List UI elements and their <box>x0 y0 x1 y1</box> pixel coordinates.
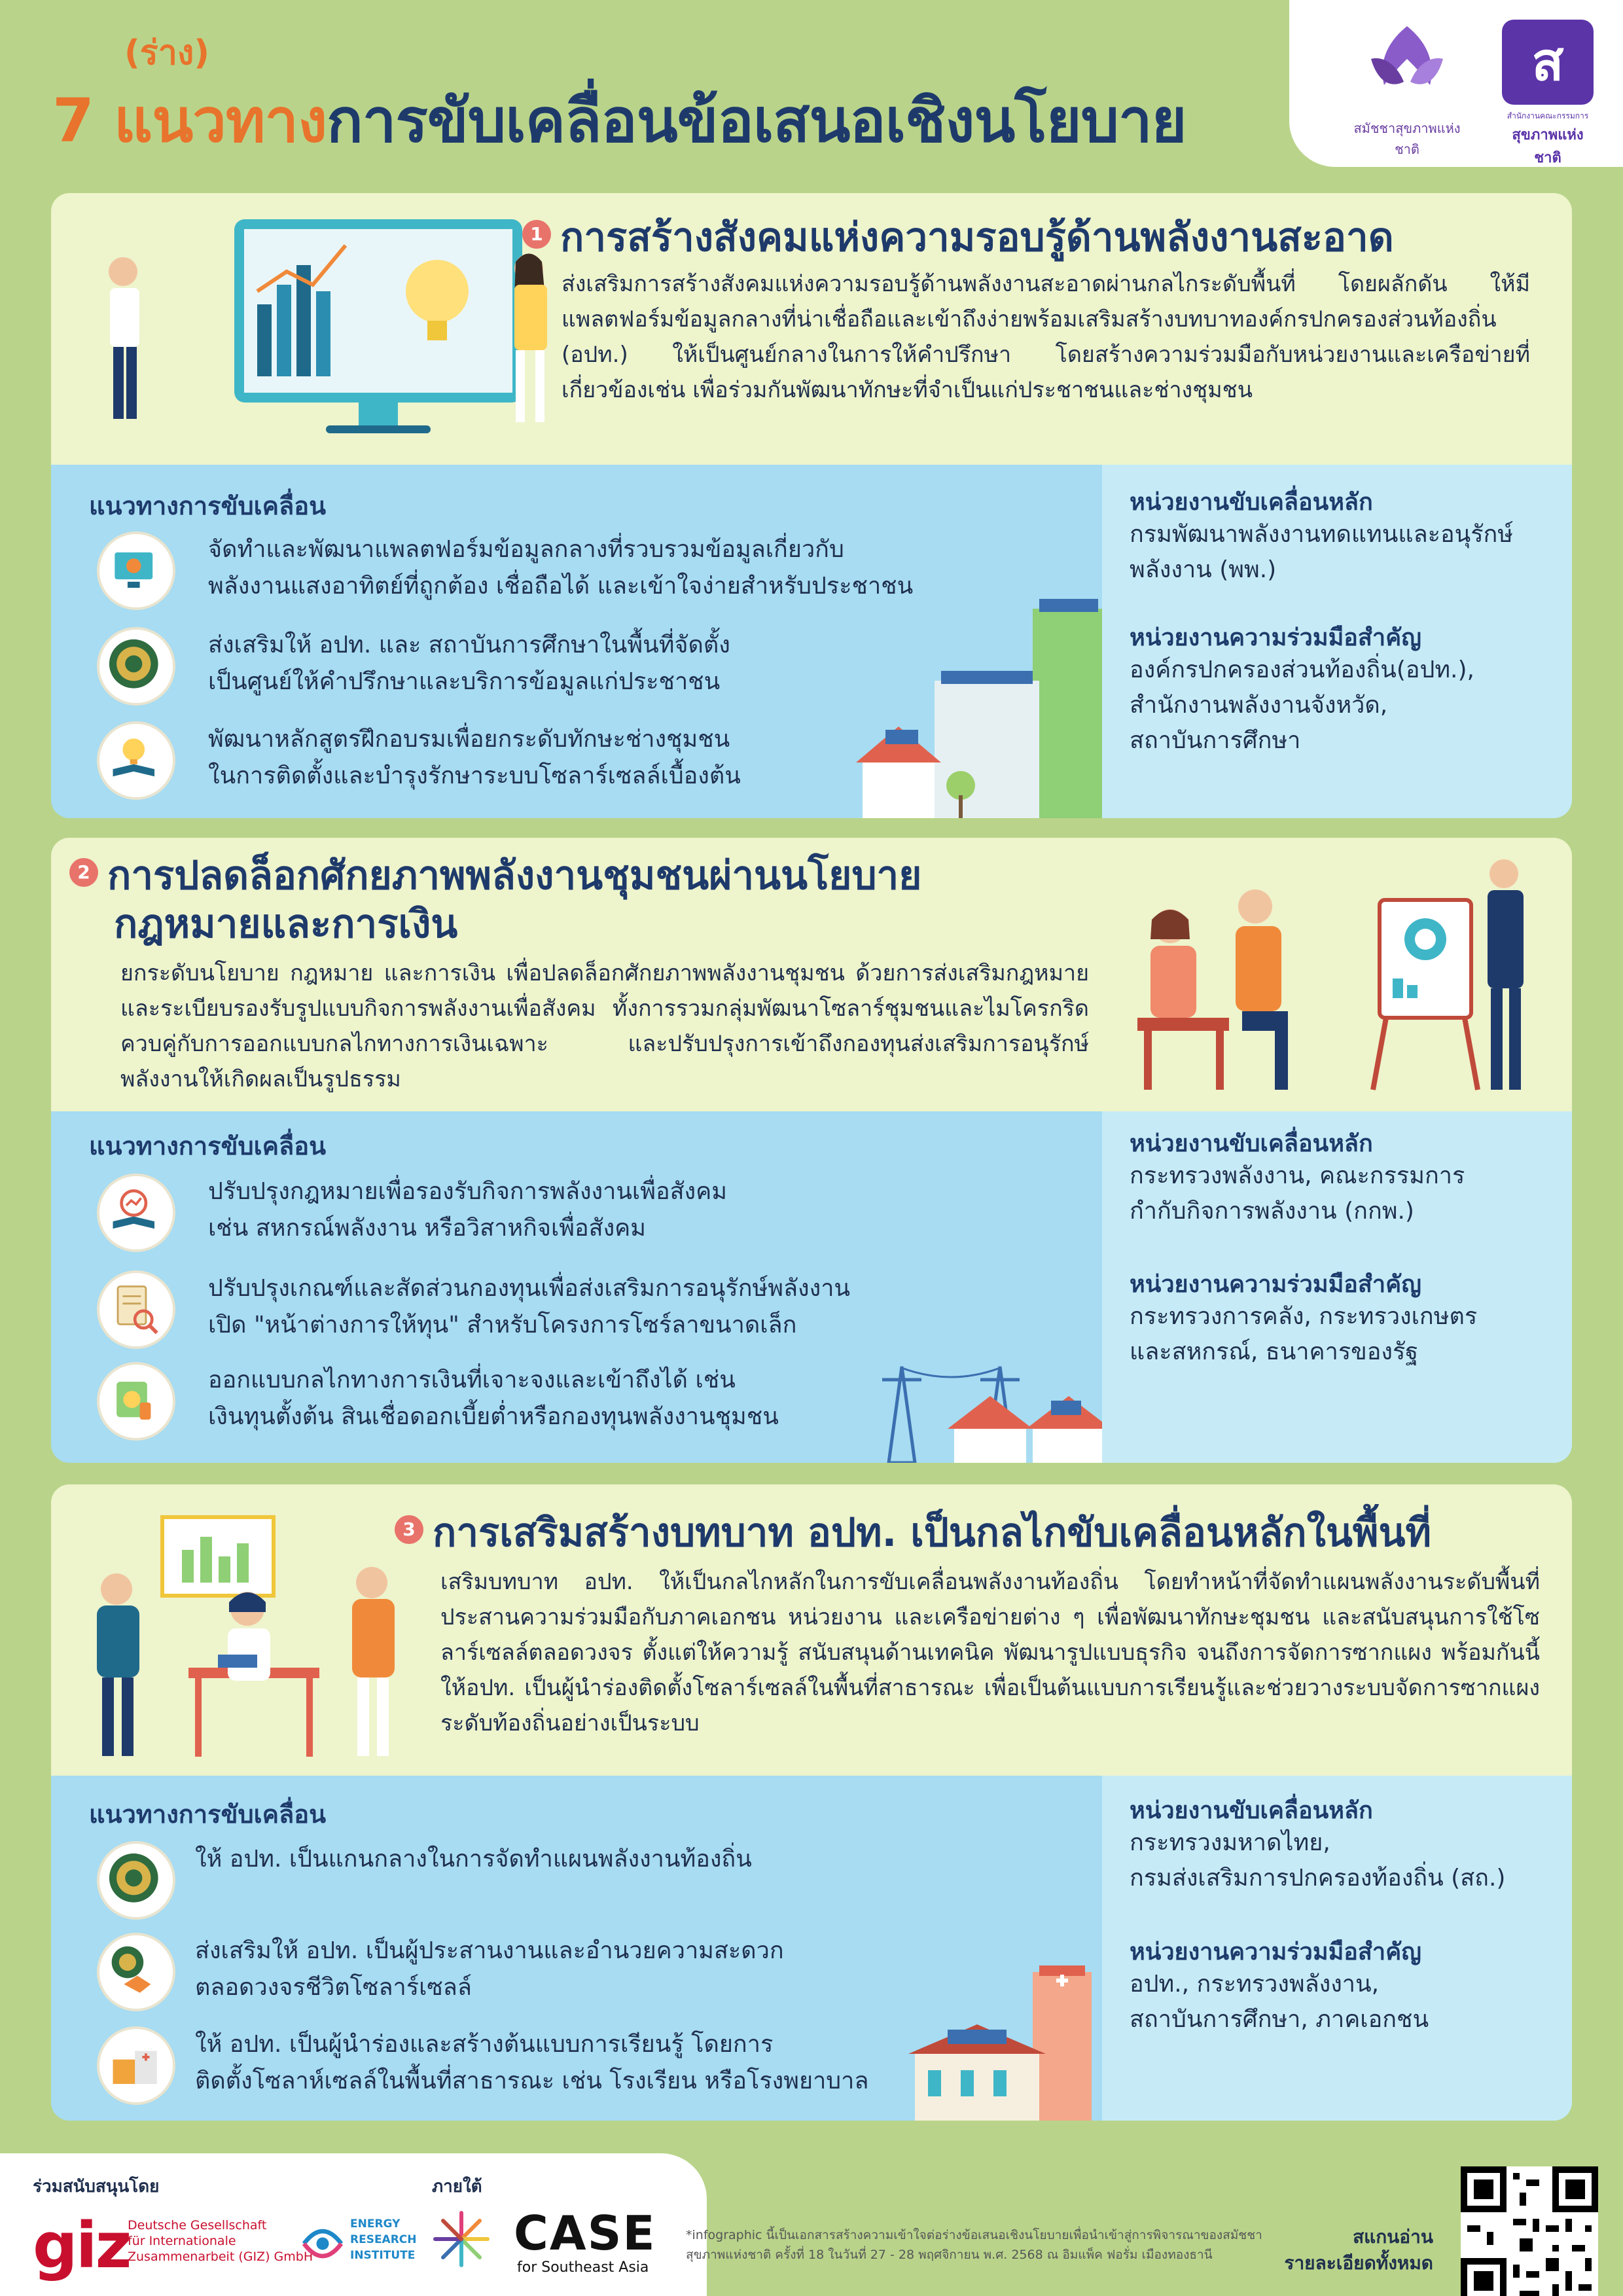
footnote: *infographic นี้เป็นเอกสารสร้างความเข้าใจต่อร่างข้อเสนอเชิงนโยบายเพื่อนำเข้าสู่การพิจารณาของสมัชชาสุขภาพแห่งชาติ ครั้งที่ 18 ในวันที่ 27 - 28 พฤศจิกายน พ.ศ. 2568 ณ อิมแพ็ค ฟอรั่ม เมืองทองธานี <box>686 2228 1262 2262</box>
case-burst-icon <box>432 2210 491 2269</box>
law-book-icon <box>97 1174 175 1252</box>
logo-box <box>1289 0 1623 167</box>
section-1-title <box>522 214 1394 261</box>
energy-research-institute-logo <box>298 2212 422 2284</box>
section-2-guide-heading: แนวทางการขับเคลื่อน <box>89 1132 327 1160</box>
title-rest: การขับเคลื่อนข้อเสนอเชิงนโยบาย <box>327 86 1186 156</box>
section-1-title-text: การสร้างสังคมแห่งความรอบรู้ด้านพลังงานสะอาด <box>560 215 1394 260</box>
section-3 <box>51 1484 1572 2121</box>
training-book-icon <box>97 721 175 800</box>
section-2-title <box>69 852 921 899</box>
hospital-school-icon <box>97 2026 175 2105</box>
local-team-illustration-icon <box>77 1504 444 1766</box>
section-3-main-agency: กระทรวงมหาดไทย, กรมส่งเสริมการปกครองท้องถิ่น (สถ.) <box>1130 1829 1506 1892</box>
section-1 <box>51 193 1572 818</box>
footer <box>0 2153 1623 2296</box>
hands-logo-icon <box>1364 20 1450 105</box>
section-2 <box>51 838 1572 1463</box>
section-3-guide-2-text: ส่งเสริมให้ อปท. เป็นผู้ประสานงานและอำนวยความสะดวก ตลอดวงจรชีวิตโซลาร์เซลล์ <box>195 1937 784 2001</box>
section-1-guide-2-text: ส่งเสริมให้ อปท. และ สถาบันการศึกษาในพื้นที่จัดตั้ง เป็นศูนย์ให้คำปรึกษาและบริการข้อมูลแก่ประชาชน <box>208 632 730 695</box>
case-subtitle: for Southeast Asia <box>517 2259 649 2276</box>
presentation-illustration-icon <box>97 206 555 448</box>
national-health-assembly-logo <box>1342 20 1472 157</box>
giz-logo: giz <box>33 2209 130 2282</box>
logo2-small-text: สำนักงานคณะกรรมการ <box>1507 111 1589 120</box>
logo2-text: สุขภาพแห่งชาติ <box>1512 127 1584 166</box>
handshake-seal-icon <box>97 1933 175 2011</box>
case-logo-text: CASE <box>514 2206 656 2261</box>
nhco-mark-icon: ส <box>1502 20 1594 105</box>
section-2-guide-1-text: ปรับปรุงกฎหมายเพื่อรองรับกิจการพลังงานเพื่อสังคม เช่น สหกรณ์พลังงาน หรือวิสาหกิจเพื่อสังคม <box>208 1178 727 1242</box>
section-1-main-agency-heading: หน่วยงานขับเคลื่อนหลัก <box>1130 489 1373 516</box>
section-3-partner-heading: หน่วยงานความร่วมมือสำคัญ <box>1130 1939 1421 1965</box>
eri-name: ENERGY RESEARCH INSTITUTE <box>350 2217 417 2262</box>
section-1-partner-heading: หน่วยงานความร่วมมือสำคัญ <box>1130 624 1421 651</box>
section-3-number: 3 <box>395 1515 423 1544</box>
section-1-number: 1 <box>522 220 551 249</box>
section-3-title <box>395 1509 1431 1556</box>
section-2-partner-heading: หน่วยงานความร่วมมือสำคัญ <box>1130 1271 1421 1298</box>
qr-code-icon[interactable] <box>1461 2166 1598 2296</box>
section-2-guides-panel <box>51 1111 1572 1463</box>
section-3-guides-panel <box>51 1776 1572 2121</box>
title-number: 7 <box>52 86 94 156</box>
section-2-title-line-2: กฎหมายและการเงิน <box>114 901 458 947</box>
local-government-seal-icon <box>97 627 175 706</box>
section-1-guide-3-text: พัฒนาหลักสูตรฝึกอบรมเพื่อยกระดับทักษะช่างชุมชน ในการติดตั้งและบำรุงรักษาระบบโซลาร์เซลล์เบื้องต้น <box>208 726 741 789</box>
title-accent: แนวทาง <box>114 86 327 156</box>
section-2-title-line-1: การปลดล็อกศักยภาพพลังงานชุมชนผ่านนโยบาย <box>107 853 922 899</box>
section-2-partner-agency: กระทรวงการคลัง, กระทรวงเกษตร และสหกรณ์, ธนาคารของรัฐ <box>1130 1303 1478 1365</box>
section-3-guide-3-text: ให้ อปท. เป็นผู้นำร่องและสร้างต้นแบบการเรียนรู้ โดยการ ติดตั้งโซลาห์เซลล์ในพื้นที่สาธารณะ เช่น โรงเรียน หรือโรงพยาบาล <box>195 2031 869 2094</box>
section-2-main-agency: กระทรวงพลังงาน, คณะกรรมการ กำกับกิจการพลังงาน (กกพ.) <box>1130 1162 1465 1225</box>
section-2-guide-3-text: ออกแบบกลไกทางการเงินที่เจาะจงและเข้าถึงได้ เช่น เงินทุนตั้งต้น สินเชื่อดอกเบี้ยต่ำหรือกองทุนพลังงานชุมชน <box>208 1367 779 1430</box>
section-2-main-agency-heading: หน่วยงานขับเคลื่อนหลัก <box>1130 1130 1373 1157</box>
section-3-partner-agency: อปท., กระทรวงพลังงาน, สถาบันการศึกษา, ภาคเอกชน <box>1130 1971 1429 2033</box>
section-1-main-agency: กรมพัฒนาพลังงานทดแทนและอนุรักษ์ พลังงาน (พพ.) <box>1130 521 1514 583</box>
section-3-guide-1-text: ให้ อปท. เป็นแกนกลางในการจัดทำแผนพลังงานท้องถิ่น <box>195 1846 752 1873</box>
local-government-seal-icon <box>97 1841 175 1920</box>
section-2-description: ยกระดับนโยบาย กฎหมาย และการเงิน เพื่อปลดล็อกศักยภาพพลังงานชุมชน ด้วยการส่งเสริมกฎหมายและระเบียบรองรับรูปแบบกิจการพลังงานเพื่อสังคม ทั้งการรวมกลุ่มพัฒนาโซลาร์ชุมชนและไมโครกริด ควบคู่กับการออกแบบกลไกทางการเงินเฉพาะ และปรับปรุงการเข้าถึงกองทุนส่งเสริมการอนุรักษ์พลังงานให้เกิดผลเป็นรูปธรรม <box>120 960 1089 1092</box>
finance-coin-icon <box>97 1362 175 1441</box>
scan-label: สแกนอ่าน รายละเอียดทั้งหมด <box>1284 2226 1433 2274</box>
page-title <box>52 72 1186 168</box>
support-label: ร่วมสนับสนุนโดย <box>33 2177 160 2197</box>
section-1-guide-1-text: จัดทำและพัฒนาแพลตฟอร์มข้อมูลกลางที่รวบรวมข้อมูลเกี่ยวกับ พลังงานแสงอาทิตย์ที่ถูกต้อง เชื่อถือได้ และเข้าใจง่ายสำหรับประชาชน <box>208 536 914 600</box>
section-3-description: เสริมบทบาท อปท. ให้เป็นกลไกหลักในการขับเคลื่อนพลังงานท้องถิ่น โดยทำหน้าที่จัดทำแผนพลังงานระดับพื้นที่ ประสานความร่วมมือกับภาคเอกชน หน่วยงาน และเครือข่ายต่าง ๆ เพื่อพัฒนาทักษะชุมชน และสนับสนุนการใช้โซลาร์เซลล์ตลอดวงจร ตั้งแต่ให้ความรู้ สนับสนุนด้านเทคนิค พัฒนารูปแบบธุรกิจ จนถึงการจัดการซากแผง พร้อมกันนี้ ให้อปท. เป็นผู้นำร่องติดตั้งโซลาร์เซลล์ในพื้นที่สาธารณะ เพื่อเป็นต้นแบบการเรียนรู้และช่วยวางระบบจัดการซากแผงระดับท้องถิ่นอย่างเป็นระบบ <box>440 1569 1540 1736</box>
section-2-guide-2-text: ปรับปรุงเกณฑ์และสัดส่วนกองทุนเพื่อส่งเสริมการอนุรักษ์พลังงาน เปิด "หน้าต่างการให้ทุน" สำหรับโครงการโซร์ลาขนาดเล็ก <box>208 1275 851 1338</box>
section-3-intro <box>51 1484 1572 1776</box>
section-1-guides-panel <box>51 465 1572 818</box>
document-search-icon <box>97 1270 175 1349</box>
section-2-agencies <box>1102 1111 1572 1463</box>
section-2-number: 2 <box>69 858 98 887</box>
platform-monitor-icon <box>97 531 175 610</box>
section-1-agencies <box>1102 465 1572 818</box>
section-3-agencies <box>1102 1776 1572 2121</box>
under-label: ภายใต้ <box>432 2177 482 2197</box>
giz-name: Deutsche Gesellschaft für Internationale Zusammenarbeit (GIZ) GmbH <box>128 2218 313 2264</box>
section-3-title-text: การเสริมสร้างบทบาท อปท. เป็นกลไกขับเคลื่อนหลักในพื้นที่ <box>433 1510 1432 1556</box>
public-building-solar-icon <box>908 1965 1105 2121</box>
nhco-logo <box>1499 20 1597 166</box>
sponsor-panel <box>0 2153 707 2296</box>
header <box>0 0 1623 190</box>
section-3-guide-heading: แนวทางการขับเคลื่อน <box>89 1800 327 1829</box>
section-1-guide-heading: แนวทางการขับเคลื่อน <box>89 492 327 520</box>
eri-mark-icon <box>298 2212 348 2275</box>
section-3-main-agency-heading: หน่วยงานขับเคลื่อนหลัก <box>1130 1797 1373 1824</box>
meeting-illustration-icon <box>1124 854 1543 1103</box>
logo1-text: สมัชชาสุขภาพแห่งชาติ <box>1353 120 1461 157</box>
section-1-intro <box>51 193 1572 465</box>
section-1-description: ส่งเสริมการสร้างสังคมแห่งความรอบรู้ด้านพลังงานสะอาดผ่านกลไกระดับพื้นที่ โดยผลักดัน ให้มีแพลตฟอร์มข้อมูลกลางที่น่าเชื่อถือและเข้าถึงง่ายพร้อมเสริมสร้างบทบาทองค์กรปกครองส่วนท้องถิ่น (อปท.) ให้เป็นศูนย์กลางในการให้คำปรึกษา โดยสร้างความร่วมมือกับหน่วยงานและเครือข่ายที่เกี่ยวข้องเช่น เพื่อร่วมกันพัฒนาทักษะที่จำเป็นแก่ประชาชนและช่างชุมชน <box>562 271 1530 403</box>
draft-label: (ร่าง) <box>124 33 210 73</box>
power-tower-houses-icon <box>876 1360 1111 1463</box>
section-2-intro <box>51 838 1572 1111</box>
section-1-partner-agency: องค์กรปกครองส่วนท้องถิ่น(อปท.), สำนักงานพลังงานจังหวัด, สถาบันการศึกษา <box>1130 656 1474 754</box>
